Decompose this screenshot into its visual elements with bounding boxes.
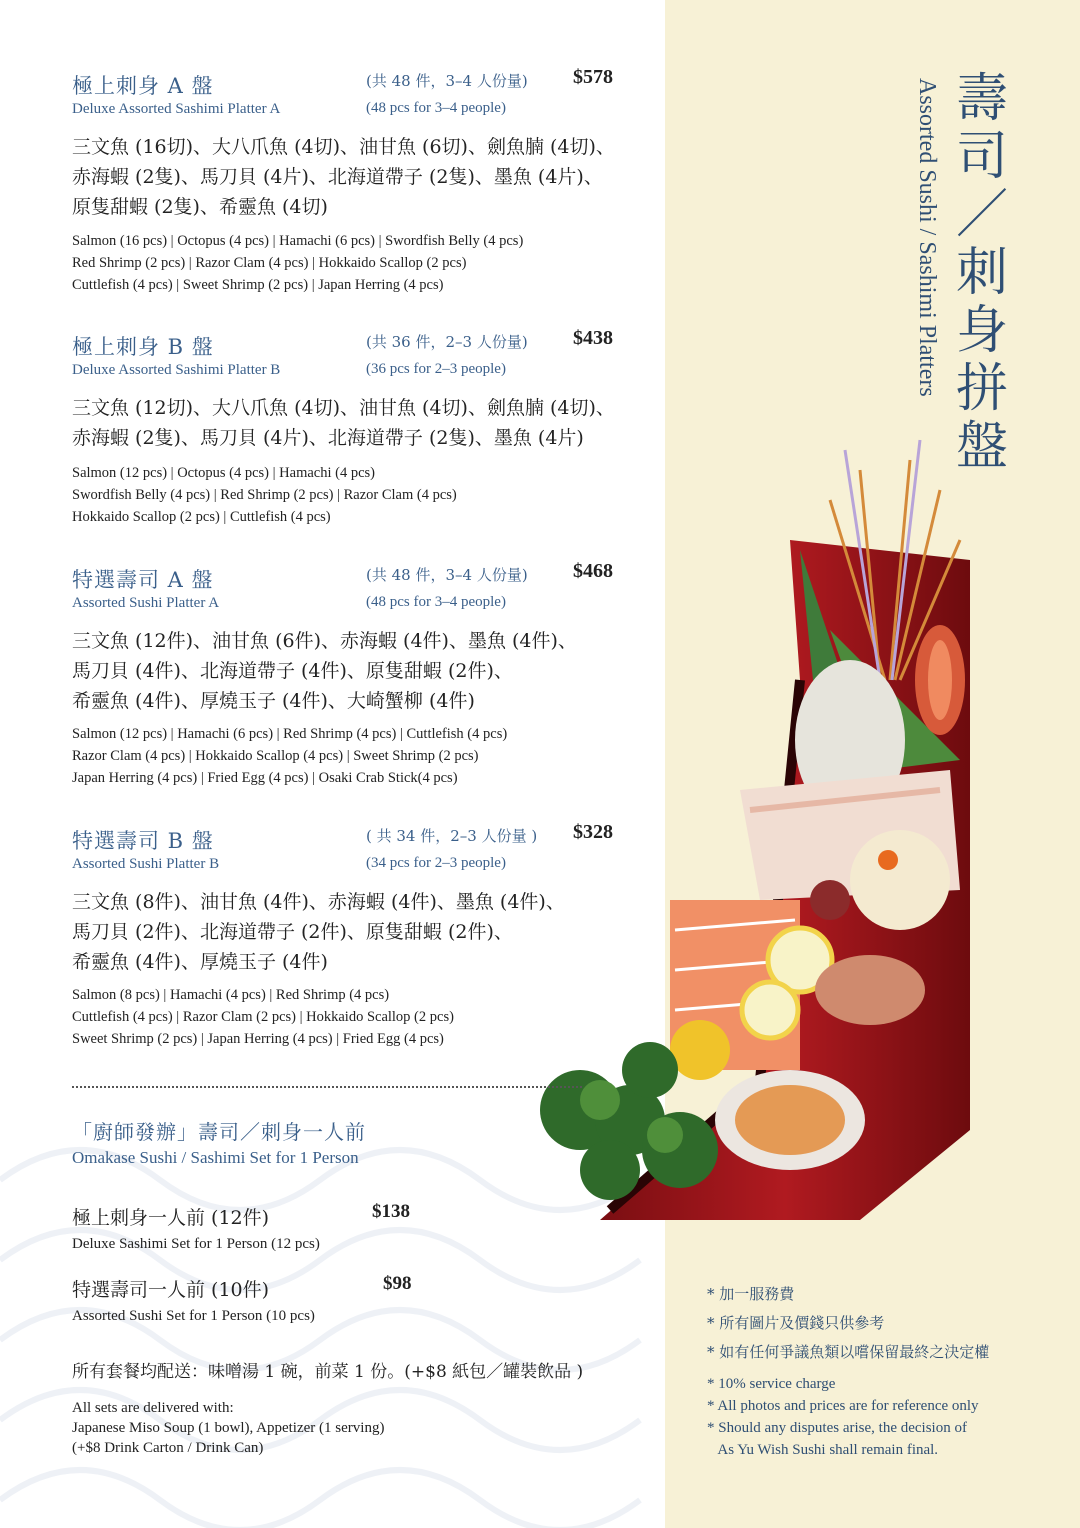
platter-items-en: Salmon (8 pcs) | Hamachi (4 pcs) | Red Shrimp (4 pcs) Cuttlefish (4 pcs) | Razor Clam (2 pcs) | Hokkaido Scallop (2 pcs) Sweet Shrimp (2 pcs) | Japan Herring (4 pcs) | Fried Egg (4 pcs) xyxy=(72,987,454,1047)
platter-count-en: (48 pcs for 3–4 people) xyxy=(366,594,506,610)
section-title-en: Assorted Sushi / Sashimi Platters xyxy=(914,78,940,397)
set-price: $138 xyxy=(372,1201,410,1222)
platter-items-en: Salmon (12 pcs) | Octopus (4 pcs) | Hamachi (4 pcs) Swordfish Belly (4 pcs) | Red Shrimp (2 pcs) | Razor Clam (4 pcs) Hokkaido Scallop (2 pcs) | Cuttlefish (4 pcs) xyxy=(72,465,457,525)
platter-item xyxy=(72,327,617,531)
set-name-zh: 極上刺身一人前 (12件) xyxy=(72,1207,270,1229)
divider xyxy=(72,1086,582,1088)
set-item xyxy=(72,1203,432,1253)
notes-en: * 10% service charge * All photos and prices are for reference only * Should any disputes arise, the decision of As Yu Wish Sushi shall remain final. xyxy=(707,1376,979,1458)
platter-count-zh: (共 48 件，3–4 人份量) xyxy=(366,566,528,584)
omakase-title-zh: 「廚師發辦」壽司／刺身一人前 xyxy=(72,1120,366,1144)
notes-zh: * 加一服務費 * 所有圖片及價錢只供參考 * 如有任何爭議魚類以嚐保留最終之決定權 xyxy=(707,1285,990,1361)
platter-price: $468 xyxy=(573,560,613,582)
platter-count-zh: (共 48 件，3–4 人份量) xyxy=(366,72,528,90)
platter-name-zh: 極上刺身 A 盤 xyxy=(72,74,214,98)
platter-name-en: Deluxe Assorted Sashimi Platter B xyxy=(72,362,281,378)
platter-item xyxy=(72,560,617,794)
platter-items-en: Salmon (16 pcs) | Octopus (4 pcs) | Hamachi (6 pcs) | Swordfish Belly (4 pcs) Red Shrimp (2 pcs) | Razor Clam (4 pcs) | Hokkaido Scallop (2 pcs) Cuttlefish (4 pcs) | Sweet Shrimp (2 pcs) | Japan Herring (4 pcs) xyxy=(72,233,524,293)
platter-name-en: Deluxe Assorted Sashimi Platter A xyxy=(72,101,281,117)
platter-item xyxy=(72,66,617,300)
platter-price: $438 xyxy=(573,327,613,349)
platter-items-zh: 三文魚 (8件)、油甘魚 (4件)、赤海蝦 (4件)、墨魚 (4件)、 馬刀貝 (2件)、北海道帶子 (2件)、原隻甜蝦 (2件)、 希靈魚 (4件)、厚燒玉子 (4件) xyxy=(72,891,565,973)
platter-name-en: Assorted Sushi Platter A xyxy=(72,595,220,611)
platter-name-zh: 特選壽司 B 盤 xyxy=(72,829,214,853)
platter-items-zh: 三文魚 (12切)、大八爪魚 (4切)、油甘魚 (4切)、劍魚腩 (4切)、 赤海蝦 (2隻)、馬刀貝 (4片)、北海道帶子 (2隻)、墨魚 (4片) xyxy=(72,397,615,449)
platter-items-en: Salmon (12 pcs) | Hamachi (6 pcs) | Red Shrimp (4 pcs) | Cuttlefish (4 pcs) Razor Clam (4 pcs) | Hokkaido Scallop (4 pcs) | Sweet Shrimp (2 pcs) Japan Herring (4 pcs) | Fried Egg (4 pcs) | Osaki Crab Stick(4 pcs) xyxy=(72,726,508,786)
platter-count-en: (36 pcs for 2–3 people) xyxy=(366,361,506,377)
section-title-zh: 壽司／刺身拼盤 xyxy=(955,69,1008,477)
set-name-en: Assorted Sushi Set for 1 Person (10 pcs) xyxy=(72,1308,315,1324)
omakase-title-en: Omakase Sushi / Sashimi Set for 1 Person xyxy=(72,1148,359,1167)
platter-name-en: Assorted Sushi Platter B xyxy=(72,856,220,872)
platter-count-en: (34 pcs for 2–3 people) xyxy=(366,855,506,871)
platter-count-en: (48 pcs for 3–4 people) xyxy=(366,100,506,116)
set-name-zh: 特選壽司一人前 (10件) xyxy=(72,1279,270,1301)
platter-price: $578 xyxy=(573,66,613,88)
platter-count-zh: ( 共 34 件，2–3 人份量 ) xyxy=(366,827,538,845)
set-item xyxy=(72,1275,432,1325)
delivery-note-zh: 所有套餐均配送：味噌湯 1 碗，前菜 1 份。(+$8 紙包／罐裝飲品 ) xyxy=(72,1362,584,1382)
platter-price: $328 xyxy=(573,821,613,843)
platter-name-zh: 極上刺身 B 盤 xyxy=(72,335,214,359)
platter-items-zh: 三文魚 (16切)、大八爪魚 (4切)、油甘魚 (6切)、劍魚腩 (4切)、 赤海蝦 (2隻)、馬刀貝 (4片)、北海道帶子 (2隻)、墨魚 (4片)、 原隻甜蝦 (2隻)、希靈魚 (4切) xyxy=(72,136,615,218)
platter-count-zh: (共 36 件，2–3 人份量) xyxy=(366,333,528,351)
set-name-en: Deluxe Sashimi Set for 1 Person (12 pcs) xyxy=(72,1236,320,1252)
delivery-note-en: All sets are delivered with: Japanese Miso Soup (1 bowl), Appetizer (1 serving) (+$8 Drink Carton / Drink Can) xyxy=(72,1400,385,1456)
platter-name-zh: 特選壽司 A 盤 xyxy=(72,568,214,592)
platter-items-zh: 三文魚 (12件)、油甘魚 (6件)、赤海蝦 (4件)、墨魚 (4件)、 馬刀貝 (4件)、北海道帶子 (4件)、原隻甜蝦 (2件)、 希靈魚 (4件)、厚燒玉子 (4件)、大崎蟹柳 (4件) xyxy=(72,630,577,712)
set-price: $98 xyxy=(383,1273,412,1294)
platter-item xyxy=(72,821,617,1055)
